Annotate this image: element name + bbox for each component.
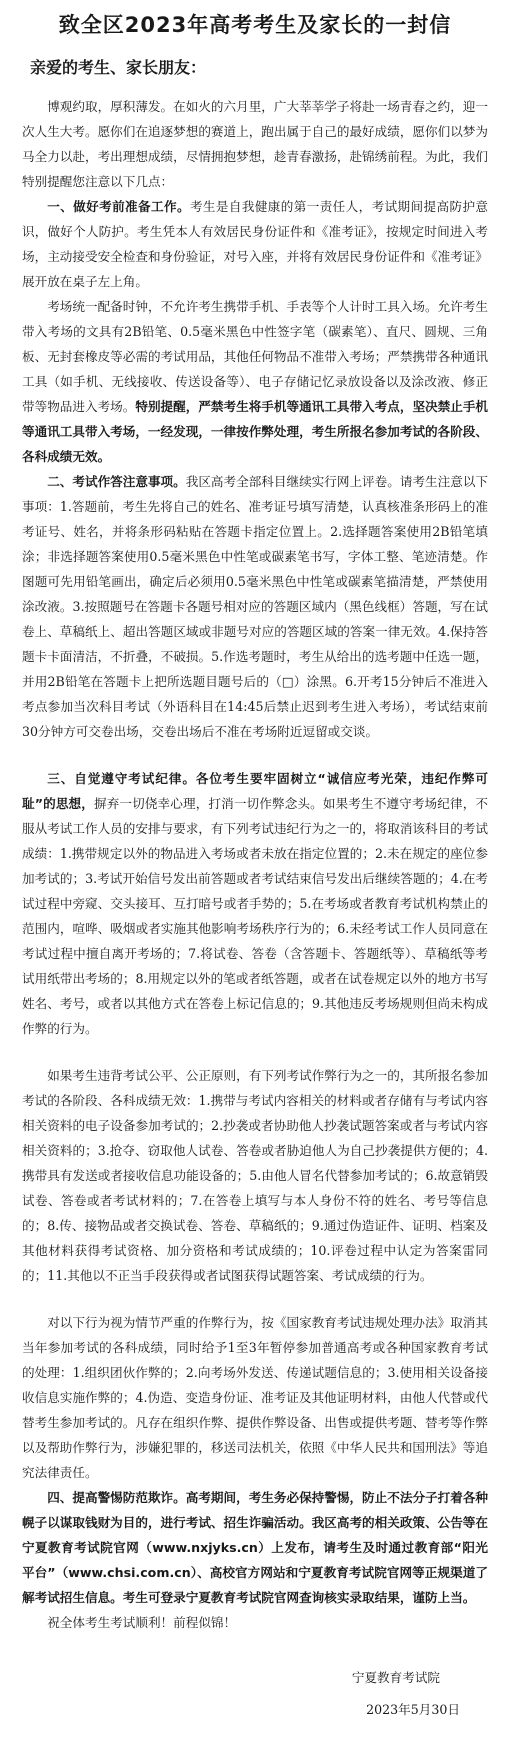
paragraph-text: 祝全体考生考试顺利！前程似锦！ <box>47 1615 237 1630</box>
paragraph-section-4 <box>22 1485 488 1610</box>
section-heading: 三、自觉遵守考试纪律。 <box>47 771 196 786</box>
spacer <box>22 1041 488 1063</box>
paragraph-serious <box>22 1310 488 1485</box>
paragraph-section-1 <box>22 194 488 294</box>
paragraph-text: 摒弃一切侥幸心理，打消一切作弊念头。如果考生不遵守考场纪律，不服从考试工作人员的安排与要求，有下列考试违纪行为之一的，将取消该科目的考试成绩：1.携带规定以外的物品进入考场或者未放在指定位置的；2.未在规定的座位参加考试的；3.考试开始信号发出前答题或者考试结束信号发出后继续答题的；4.在考试过程中旁窥、交头接耳、互打暗号或者手势的；5.在考场或者教育考试机构禁止的范围内，喧哗、吸烟或者实施其他影响考场秩序行为的；6.未经考试工作人员同意在考试过程中擅自离开考场的；7.将试卷、答卷（含答题卡、答题纸等）、草稿纸等考试用纸带出考场的；8.用规定以外的笔或者纸答题，或者在试卷规定以外的地方书写姓名、考号，或者以其他方式在答卷上标记信息的；9.其他违反考场规则但尚未构成作弊的行为。 <box>22 796 489 1036</box>
paragraph-intro <box>22 94 488 194</box>
spacer <box>22 1288 488 1310</box>
paragraph-cheating <box>22 1063 488 1288</box>
section-heading: 二、考试作答注意事项。 <box>47 474 186 489</box>
paragraph-closing <box>22 1610 488 1635</box>
salutation: 亲爱的考生、家长朋友： <box>30 58 207 77</box>
bold-lead: 高考期间，考生务必保持警惕，防止不法分子打着各种幌子以谋取钱财为目的，进行考试、招生诈骗活动。我区高考的相关政策、公告等在宁夏教育考试院官网（www.nxjyks.cn）上发布，请考生及时通过教育部“阳光平台”（www.chsi.com.cn）、高校官方网站和宁夏教育考试院官网等正规渠道了解考试招生信息。考生可登录宁夏教育考试院官网查询核实录取结果，谨防上当。 <box>22 1490 489 1605</box>
paragraph-text: 考场统一配备时钟，不允许考生携带手机、手表等个人计时工具入场。允许考生带入考场的文具有2B铅笔、0.5毫米黑色中性签字笔（碳素笔）、直尺、圆规、三角板、无封套橡皮等必需的考试用品，其他任何物品不准带入考场；严禁携带各种通讯工具（如手机、无线接收、传送设备等）、电子存储记忆录放设备以及涂改液、修正带等物品进入考场。 <box>22 299 488 414</box>
bold-lead: 各位考生要牢固树立“诚信应考光荣，违纪作弊可耻”的思想， <box>22 771 489 811</box>
section-heading: 一、做好考前准备工作。 <box>47 199 190 214</box>
bold-warning: 特别提醒，严禁考生将手机等通讯工具带入考点，坚决禁止手机等通讯工具带入考场，一经发现，一律按作弊处理，考生所报名参加考试的各阶段、各科成绩无效。 <box>22 399 489 464</box>
letter-title: 致全区2023年高考考生及家长的一封信 <box>58 13 452 37</box>
paragraph-text: 对以下行为视为情节严重的作弊行为，按《国家教育考试违规处理办法》取消其当年参加考试的各科成绩，同时给予1至3年暂停参加普通高考或各种国家教育考试的处理：1.组织团伙作弊的；2.向考场外发送、传递试题信息的；3.使用相关设备接收信息实施作弊的；4.伪造、变造身份证、准考证及其他证明材料，由他人代替或代替考生参加考试的。凡存在组织作弊、提供作弊设备、出售或提供考题、替考等作弊以及帮助作弊行为，涉嫌犯罪的，移送司法机关，依照《中华人民共和国刑法》等追究法律责任。 <box>22 1315 488 1480</box>
paragraph-section-3 <box>22 766 488 1041</box>
paragraph-section-2 <box>22 469 488 744</box>
paragraph-text: 考生是自我健康的第一责任人，考试期间提高防护意识，做好个人防护。考生凭本人有效居民身份证件和《准考证》，按规定时间进入考场，主动接受安全检查和身份验证，对号入座，并将有效居民身份证件和《准考证》展开放在桌子左上角。 <box>22 199 489 289</box>
signature-date: 2023年5月30日 <box>366 1702 460 1717</box>
paragraph-text: 我区高考全部科目继续实行网上评卷。请考生注意以下事项：1.答题前，考生先将自己的姓名、准考证号填写清楚，认真核准条形码上的准考证号、姓名，并将条形码粘贴在答题卡指定位置上。2.选择题答案使用2B铅笔填涂；非选择题答案使用0.5毫米黑色中性笔或碳素笔书写，字体工整、笔迹清楚。作图题可先用铅笔画出，确定后必须用0.5毫米黑色中性笔或碳素笔描清楚，严禁使用涂改液。3.按照题号在答题卡各题号相对应的答题区域内（黑色线框）答题，写在试卷上、草稿纸上、超出答题区域或非题号对应的答题区域的答案一律无效。4.保持答题卡卡面清洁，不折叠，不破损。5.作选考题时，考生从给出的选考题中任选一题，并用2B铅笔在答题卡上把所选题目题号后的（□）涂黑。6.开考15分钟后不准进入考点参加当次科目考试（外语科目在14:45后禁止迟到考生进入考场），考试结束前30分钟方可交卷出场，交卷出场后不准在考场附近逗留或交谈。 <box>22 474 489 739</box>
section-heading: 四、提高警惕防范欺诈。 <box>47 1490 186 1505</box>
paragraph-section-1-items <box>22 294 488 469</box>
paragraph-text: 如果考生违背考试公平、公正原则，有下列考试作弊行为之一的，其所报名参加考试的各阶段、各科成绩无效：1.携带与考试内容相关的材料或者存储有与考试内容相关资料的电子设备参加考试的；2.抄袭或者协助他人抄袭试题答案或者与考试内容相关资料的；3.抢夺、窃取他人试卷、答卷或者胁迫他人为自己抄袭提供方便的；4.携带具有发送或者接收信息功能设备的；5.由他人冒名代替参加考试的；6.故意销毁试卷、答卷或者考试材料的；7.在答卷上填写与本人身份不符的姓名、考号等信息的；8.传、接物品或者交换试卷、答卷、草稿纸的；9.通过伪造证件、证明、档案及其他材料获得考试资格、加分资格和考试成绩的；10.评卷过程中认定为答案雷同的；11.其他以不正当手段获得或者试图获得试题答案、考试成绩的行为。 <box>22 1068 488 1283</box>
spacer <box>22 744 488 766</box>
signature-org: 宁夏教育考试院 <box>351 1670 440 1685</box>
paragraph-text: 博观约取，厚积薄发。在如火的六月里，广大莘莘学子将赴一场青春之约，迎一次人生大考。愿你们在追逐梦想的赛道上，跑出属于自己的最好成绩，愿你们以梦为马全力以赴，考出理想成绩，尽情拥抱梦想，趁青春激扬，赴锦绣前程。为此，我们特别提醒您注意以下几点： <box>22 99 488 189</box>
